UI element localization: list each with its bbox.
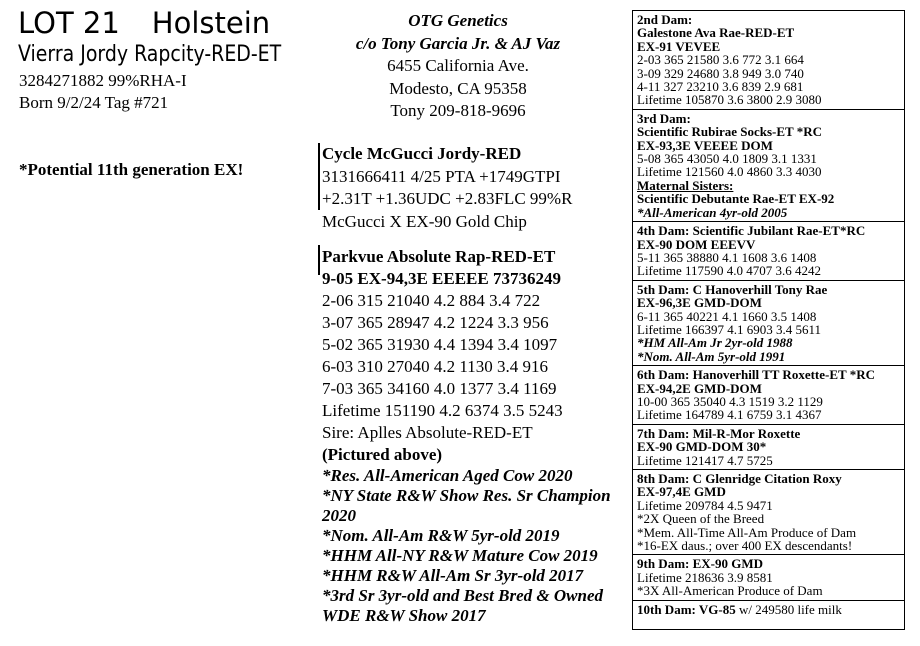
sire-dam-column <box>322 143 624 626</box>
pedigree-line <box>637 440 898 453</box>
pedigree-line-text: *3X All-American Produce of Dam <box>637 583 823 599</box>
dam-achievement: *Res. All-American Aged Cow 2020 <box>322 466 573 485</box>
pedigree-line-text: 3rd Dam: <box>637 110 691 126</box>
breed: Holstein <box>151 6 271 40</box>
dam-sire: Sire: Aplles Absolute-RED-ET <box>322 423 533 442</box>
sire-name: Cycle McGucci Jordy-RED <box>322 144 522 163</box>
pedigree-line-text: 5th Dam: C Hanoverhill Tony Rae <box>637 281 828 297</box>
pedigree-line-text: *Mem. All-Time All-Am Produce of Dam <box>637 524 857 540</box>
pedigree-line <box>637 512 898 525</box>
pedigree-line <box>637 251 898 264</box>
pedigree-line <box>637 571 898 584</box>
pedigree-line-text: *2X Queen of the Breed <box>637 511 765 527</box>
dam-record: 6-03 310 27040 4.2 1130 3.4 916 <box>322 357 549 376</box>
pedigree-line-text: 6th Dam: Hanoverhill TT Roxette-ET *RC <box>637 367 875 383</box>
pedigree-line-text: 10-00 365 35040 4.3 1519 3.2 1129 <box>637 393 823 409</box>
pedigree-line-text: EX-94,2E GMD-DOM <box>637 380 762 396</box>
pedigree-line <box>637 53 898 66</box>
pedigree-line <box>637 152 898 165</box>
pedigree-line <box>637 557 898 570</box>
pedigree-line-text: Galestone Ava Rae-RED-ET <box>637 25 795 41</box>
pedigree-line-text: EX-90 GMD-DOM 30* <box>637 439 767 455</box>
pedigree-line <box>637 603 898 616</box>
pedigree-line <box>637 323 898 336</box>
pedigree-line-text: EX-97,4E GMD <box>637 484 726 500</box>
pedigree-line <box>637 206 898 219</box>
pedigree-line <box>637 40 898 53</box>
pedigree-line-text: 3-09 329 24680 3.8 949 3.0 740 <box>637 65 804 81</box>
pedigree-line <box>637 382 898 395</box>
pedigree-line-text: 4-11 327 23210 3.6 839 2.9 681 <box>637 79 804 95</box>
sire-line: 3131666411 4/25 PTA +1749GTPI <box>322 166 561 186</box>
pedigree-line-text: 6-11 365 40221 4.1 1660 3.5 1408 <box>637 308 817 324</box>
pedigree-line <box>637 368 898 381</box>
pedigree-divider <box>633 424 904 425</box>
pedigree-line-text: Lifetime 166397 4.1 6903 3.4 5611 <box>637 321 822 337</box>
pedigree-line-text: 2-03 365 21580 3.6 772 3.1 664 <box>637 52 804 68</box>
pedigree-line <box>637 26 898 39</box>
pedigree-line <box>637 310 898 323</box>
lot-header <box>18 6 270 40</box>
pedigree-line-text: EX-91 VEVEE <box>637 38 721 54</box>
consignor-phone: Tony 209-818-9696 <box>390 101 526 120</box>
pedigree-line <box>637 80 898 93</box>
pedigree-line-text: 10th Dam: VG-85 <box>637 601 736 617</box>
pedigree-section <box>637 112 898 219</box>
pedigree-line-text: 5-11 365 38880 4.1 1608 3.6 1408 <box>637 249 817 265</box>
consignor-address-2: Modesto, CA 95358 <box>389 78 527 98</box>
pedigree-line <box>637 13 898 26</box>
dam-achievement: *NY State R&W Show Res. Sr Champion 2020 <box>322 486 611 525</box>
pedigree-line-text: Scientific Rubirae Socks-ET *RC <box>637 124 823 140</box>
pedigree-line <box>637 139 898 152</box>
pedigree-line-text: Lifetime 105870 3.6 3800 2.9 3080 <box>637 92 822 108</box>
pedigree-line-text: *HM All-Am Jr 2yr-old 1988 <box>637 335 793 351</box>
pedigree-line <box>637 165 898 178</box>
pedigree-section <box>637 368 898 422</box>
sire-line: +2.31T +1.36UDC +2.83FLC 99%R <box>322 189 573 208</box>
pedigree-line <box>637 238 898 251</box>
pedigree-line-text: 8th Dam: C Glenridge Citation Roxy <box>637 471 842 486</box>
consignor-care-of: c/o Tony Garcia Jr. & AJ Vaz <box>355 33 561 53</box>
pedigree-line-text: Scientific Debutante Rae-ET EX-92 <box>637 191 835 207</box>
pedigree-line-text: Maternal Sisters: <box>637 177 734 193</box>
pedigree-line-text: Lifetime 121417 4.7 5725 <box>637 452 773 468</box>
pedigree-line-text: Lifetime 164789 4.1 6759 3.1 4367 <box>637 407 822 423</box>
pedigree-line <box>637 296 898 309</box>
dam-record: 3-07 365 28947 4.2 1224 3.3 956 <box>322 313 549 332</box>
dam-divider <box>318 245 320 275</box>
pedigree-line-text: Lifetime 117590 4.0 4707 3.6 4242 <box>637 263 822 279</box>
consignor-address-1: 6455 California Ave. <box>387 56 529 75</box>
pedigree-section <box>637 224 898 278</box>
dam-classification: 9-05 EX-94,3E EEEEE 73736249 <box>322 269 561 288</box>
pedigree-line <box>637 283 898 296</box>
pedigree-line <box>637 112 898 125</box>
pedigree-divider <box>633 365 904 366</box>
pedigree-line-text: 5-08 365 43050 4.0 1809 3.1 1331 <box>637 151 817 167</box>
pedigree-line-suffix: w/ 249580 life milk <box>735 601 842 617</box>
pedigree-divider <box>633 554 904 555</box>
pedigree-line <box>637 395 898 408</box>
pedigree-line <box>637 125 898 138</box>
born-tag-line: Born 9/2/24 Tag #721 <box>19 93 169 112</box>
dam-name: Parkvue Absolute Rap-RED-ET <box>322 247 556 266</box>
pedigree-line <box>637 485 898 498</box>
pedigree-line-text: EX-96,3E GMD-DOM <box>637 295 762 311</box>
cow-name: Vierra Jordy Rapcity-RED-ET <box>18 42 282 67</box>
dam-achievement: *3rd Sr 3yr-old and Best Bred & Owned WDE R&W Show 2017 <box>322 586 603 625</box>
pedigree-line-text: Lifetime 209784 4.5 9471 <box>637 497 773 513</box>
pedigree-section <box>637 472 898 552</box>
pedigree-line <box>637 93 898 106</box>
pedigree-line <box>637 427 898 440</box>
sire-block <box>322 143 624 233</box>
pedigree-line <box>637 224 898 237</box>
dam-record: 5-02 365 31930 4.4 1394 3.4 1097 <box>322 335 558 354</box>
pedigree-line-text: Lifetime 121560 4.0 4860 3.3 4030 <box>637 164 822 180</box>
pedigree-line-text: *All-American 4yr-old 2005 <box>637 204 788 220</box>
pedigree-line <box>637 350 898 363</box>
pedigree-line <box>637 179 898 192</box>
pedigree-line <box>637 539 898 552</box>
dam-record: 2-06 315 21040 4.2 884 3.4 722 <box>322 291 541 310</box>
pedigree-line-text: EX-90 DOM EEEVV <box>637 236 756 252</box>
pedigree-line <box>637 454 898 467</box>
pedigree-line-text: 9th Dam: EX-90 GMD <box>637 556 764 572</box>
pedigree-line <box>637 264 898 277</box>
pedigree-line <box>637 408 898 421</box>
sire-divider <box>318 143 320 210</box>
pedigree-divider <box>633 221 904 222</box>
pedigree-section <box>637 13 898 107</box>
pedigree-divider <box>633 280 904 281</box>
sire-line: McGucci X EX-90 Gold Chip <box>322 211 527 231</box>
pedigree-line <box>637 499 898 512</box>
dam-achievement: *HHM R&W All-Am Sr 3yr-old 2017 <box>322 566 584 585</box>
pedigree-line-text: 4th Dam: Scientific Jubilant Rae-ET*RC <box>637 223 866 239</box>
registration-line: 3284271882 99%RHA-I <box>19 71 187 90</box>
pedigree-line <box>637 67 898 80</box>
pedigree-line-text: 7th Dam: Mil-R-Mor Roxette <box>637 425 801 441</box>
dam-achievement: *HHM All-NY R&W Mature Cow 2019 <box>322 546 598 565</box>
pedigree-divider <box>633 600 904 601</box>
dam-achievement: *Nom. All-Am R&W 5yr-old 2019 <box>322 526 560 545</box>
consignor-name: OTG Genetics <box>408 11 508 30</box>
highlight-note: *Potential 11th generation EX! <box>19 160 244 179</box>
pedigree-section <box>637 283 898 363</box>
pedigree-section <box>637 427 898 467</box>
pedigree-line <box>637 526 898 539</box>
pedigree-line <box>637 584 898 597</box>
pedigree-section <box>637 557 898 597</box>
pedigree-line <box>637 336 898 349</box>
pedigree-line-text: 2nd Dam: <box>637 12 693 27</box>
pedigree-line-text: *Nom. All-Am 5yr-old 1991 <box>637 348 786 364</box>
pedigree-divider <box>633 109 904 110</box>
consignor-block <box>330 10 586 123</box>
pedigree-box <box>632 10 905 630</box>
pedigree-line <box>637 472 898 485</box>
pedigree-line-text: *16-EX daus.; over 400 EX descendants! <box>637 538 853 554</box>
dam-record: 7-03 365 34160 4.0 1377 3.4 1169 <box>322 379 557 398</box>
pedigree-line-text: Lifetime 218636 3.9 8581 <box>637 569 773 585</box>
pictured-note: (Pictured above) <box>322 445 443 464</box>
pedigree-divider <box>633 469 904 470</box>
dam-lifetime: Lifetime 151190 4.2 6374 3.5 5243 <box>322 401 563 420</box>
pedigree-line <box>637 192 898 205</box>
pedigree-line-text: EX-93,3E VEEEE DOM <box>637 137 773 153</box>
lot-number: LOT 21 <box>18 6 120 40</box>
pedigree-section <box>637 603 898 616</box>
dam-block <box>322 246 624 626</box>
